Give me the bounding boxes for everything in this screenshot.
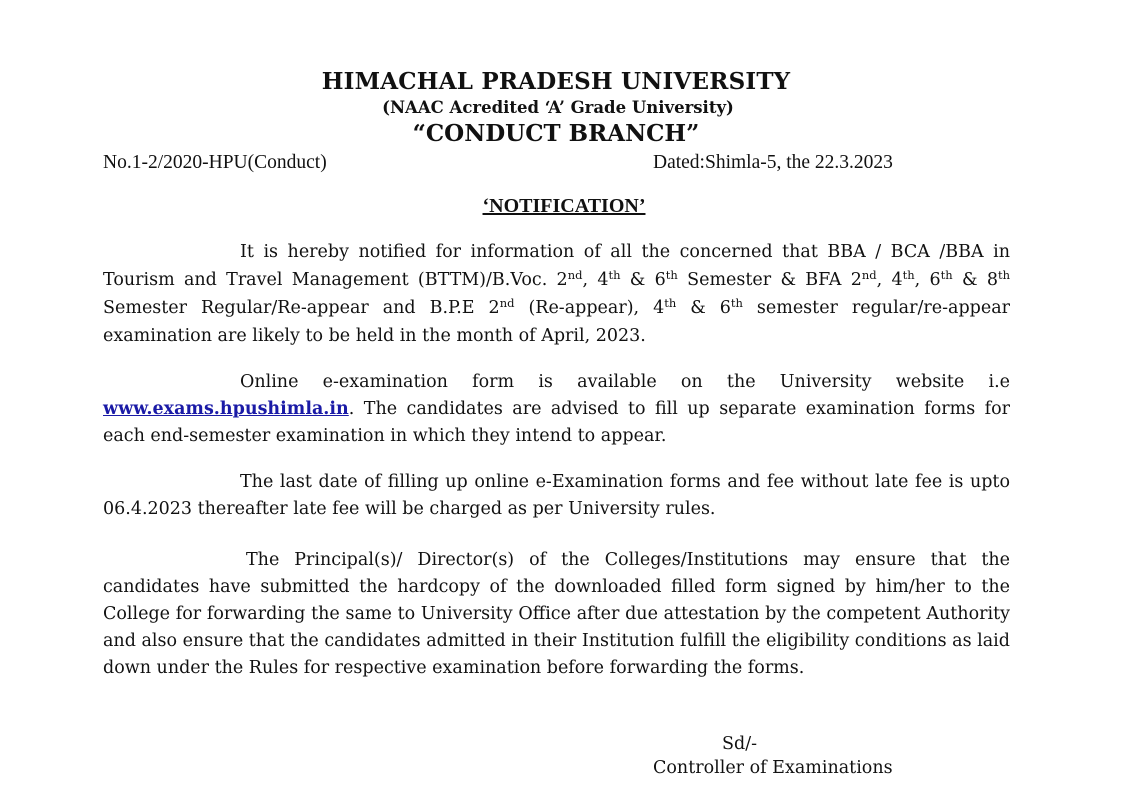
p1-text-11: semester regular/re-appear examination are likely to be held in the month of April, 2023. bbox=[103, 298, 1010, 346]
p4-text: The Principal(s)/ Director(s) of the Colleges/Institutions may ensure that the candidates have submitted the hardcopy of the downloaded filled form signed by him/her to the College for forwarding the same to University Office after due attestation by the competent Authority and also ensure that the candidates admitted in their Institution fulfill the eligibility conditions as laid down under the Rules for respective examination before forwarding the forms. bbox=[103, 550, 1010, 678]
reference-date: Dated:Shimla-5, the 22.3.2023 bbox=[653, 152, 893, 173]
p2-text-before: Online e-examination form is available on the University website i.e bbox=[240, 372, 1010, 392]
p2-text-after: . The candidates are advised to fill up separate examination forms for each end-semester examination in which they intend to appear. bbox=[103, 399, 1010, 446]
p1-text-1: It is hereby notified for information of all the concerned that BBA / BCA /BBA in Tourism and Travel Management (BTTM)/B.Voc. 2 bbox=[103, 242, 1010, 290]
signature-sd: Sd/- bbox=[722, 734, 757, 754]
reference-number: No.1-2/2020-HPU(Conduct) bbox=[103, 152, 327, 173]
p1-text-4: Semester & BFA 2 bbox=[677, 270, 862, 290]
p1-text-2: , 4 bbox=[582, 270, 609, 290]
p1-text-9: (Re-appear), 4 bbox=[514, 298, 665, 318]
p1-sup-4: nd bbox=[861, 268, 877, 282]
accreditation-line: (NAAC Acredited ‘A’ Grade University) bbox=[382, 98, 734, 117]
university-name: HIMACHAL PRADESH UNIVERSITY bbox=[321, 68, 791, 95]
p1-sup-6: th bbox=[940, 268, 953, 282]
paragraph-last-date bbox=[103, 469, 1010, 523]
p1-sup-5: th bbox=[902, 268, 915, 282]
p1-text-3: & 6 bbox=[620, 270, 666, 290]
p1-sup-3: th bbox=[665, 268, 678, 282]
p1-sup-2: th bbox=[608, 268, 621, 282]
p1-text-6: , 6 bbox=[914, 270, 941, 290]
p1-sup-1: nd bbox=[567, 268, 583, 282]
notification-title: ‘NOTIFICATION’ bbox=[482, 195, 646, 217]
p1-sup-8: nd bbox=[499, 296, 515, 310]
signature-designation: Controller of Examinations bbox=[653, 758, 893, 778]
p1-text-7: & 8 bbox=[952, 270, 998, 290]
p1-sup-7: th bbox=[998, 268, 1011, 282]
exam-website-link[interactable]: www.exams.hpushimla.in bbox=[103, 399, 349, 419]
p1-text-10: & 6 bbox=[676, 298, 731, 318]
paragraph-principal-instructions bbox=[103, 547, 1010, 682]
paragraph-online-form bbox=[103, 369, 1010, 450]
p1-sup-10: th bbox=[730, 296, 743, 310]
p1-sup-9: th bbox=[664, 296, 677, 310]
p1-text-8: Semester Regular/Re-appear and B.P.E 2 bbox=[103, 298, 500, 318]
paragraph-exam-schedule bbox=[103, 238, 1010, 350]
p1-text-5: , 4 bbox=[876, 270, 903, 290]
p3-text: The last date of filling up online e-Examination forms and fee without late fee is upto 06.4.2023 thereafter late fee will be charged as per University rules. bbox=[103, 472, 1010, 519]
branch-name: “CONDUCT BRANCH” bbox=[412, 120, 700, 147]
